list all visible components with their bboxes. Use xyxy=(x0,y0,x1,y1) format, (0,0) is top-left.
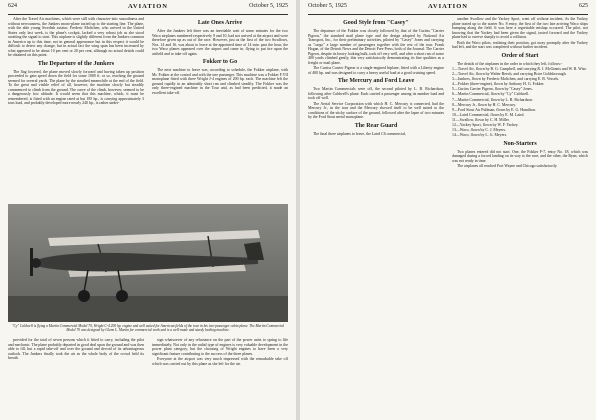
section-heading-non-starters: Non-Starters xyxy=(503,140,537,147)
order-of-start-list xyxy=(452,67,588,138)
section-heading-late-ones: Late Ones Arrive xyxy=(197,20,243,26)
list-item: 9—Ford Stout Air Pullman, flown by E. G. Hamilton. xyxy=(452,107,536,112)
right-column-2 xyxy=(452,17,588,416)
list-item: 12—Yackey Sport, flown by W. F. Yackey. xyxy=(452,123,519,128)
left-bottom-column-2 xyxy=(152,338,288,416)
right-page-number: 625 xyxy=(579,3,588,9)
section-heading-casey: Good Style from "Casey" xyxy=(343,20,409,26)
paragraph: sign whatsoever of any reluctance on the part of the power units to spring to life immediately. Not only in the radial type of engines is very valuable development in the power plant category, but the choosing of Wright engines to have been a very significant feature contributing to the success of the three planes. xyxy=(152,338,288,356)
list-item: 6—Martin Commercial, flown by "Cy" Caldwell. xyxy=(452,92,530,97)
left-bottom-column-1 xyxy=(8,338,144,416)
right-date: October 5, 1925 xyxy=(308,3,347,9)
photo-caption: "Cy" Caldwell is flying a Martin Commercial Model 70, Wright C-4 200 hp. engine and well suited for American fields of the tour in his two-passenger cabin plane. The Martin Commercial Model 70 was designed by Glenn L. Martin for commercial work and is a well-made and sturdy looking machine. xyxy=(11,324,285,333)
left-column-1 xyxy=(8,17,144,202)
left-running-title: AVIATION xyxy=(128,3,168,10)
right-page xyxy=(300,0,596,420)
order-intro: The details of the airplanes in the order in which they left, follows:- xyxy=(457,61,563,66)
paragraph: another Swallow and the Yackey Sport, went off without incident. As the Yackey plane taxied up to the starter No. 8 entry, the first of the two late arriving Waco ships bumping along the field. It was here a regrettable mishap occurred. The pilot, not knowing that the Yackey had been given the signal, taxied forward and the Yackey plane had to swerve sharply to avoid a collision. xyxy=(452,17,588,39)
left-date: October 5, 1925 xyxy=(249,3,288,9)
list-item: 4—Fokker (three-engine), flown by Anthony H. G. Fokker. xyxy=(452,82,545,87)
right-column-1 xyxy=(308,17,444,416)
paragraph: After the Travel Air machines, which were still with character-istic smoothness and without nervousness, the Junkers mono-plane taxied up to the starting line. The plane, with the able young Swedish aviator, Frederic Moltchen, who arrived in the United States only last week, is the plane's cockpit, lacked a very robust job as she stood awaiting the signal to start. This airplane is slightly different from the Junkers common in America up to this time, not in general appearance but in this respect it would be difficult to detect any change, but in actual fact the wing span has been increased by what appeared to be about 10 per cent or 20 per cent, although no actual details could be obtained on this point. xyxy=(8,17,144,57)
right-running-title: AVIATION xyxy=(428,3,468,10)
paragraph: The final three airplanes to leave, the Laird C6 commercial, xyxy=(313,131,407,136)
section-heading-junkers: The Departure of the Junkers xyxy=(37,60,115,67)
paragraph: The Curtiss Carrier Pigeon is a single-engined biplane, fitted with a Liberty engine of 400 hp. and was designed to carry a heavy useful load at a good cruising speed. xyxy=(308,66,444,75)
list-item: 8—Mercury Jr., flown by H. C. Mercury. xyxy=(452,102,517,107)
paragraph: The next machine to leave was, according to schedule, the Fokker airplane, with Mr. Fokker at the control and with the one passenger. This machine was a Fokker F.VII monoplane fitted with three Wright J-4 engines of 200 hp. each. The machine left the ground rapidly in an admirably short run and climbed steadily. The Fokker was the only three-engined machine in the Tour and, as had been predicted, it made an excellent take-off. xyxy=(152,68,288,95)
paragraph: Two Martin Commercials were off, the second piloted by L. B. Richardson, following after Caldwell's plane. Each carried a passenger among its number load and took off well. xyxy=(308,87,444,100)
paragraph: Everyone at the airport was very much impressed with the remarkable take off which was carried out by this plane as she left for the air. xyxy=(152,357,288,366)
section-heading-order-of-start: Order of Start xyxy=(501,52,539,59)
section-heading-rear-guard: The Rear Guard xyxy=(354,122,398,129)
list-item: 14—Waco, flown by L. G. Meyers. xyxy=(452,133,508,138)
airplane-photo xyxy=(8,204,288,322)
paragraph: The flag lowered, the plane moved slowly forward and having taken up position proceeded to gain speed down the field for some 1000 ft. or so, reaching the ground seemed for several yards. The plane by the steadied meanwhile at the end of the field. To the great and visible relief of all, however, the machine slowly but steadily commenced to climb from the ground. The curve of the climb, however, seemed to be a dangerously low altitude. It would seem that this machine, which, it must be remembered, is fitted with an engine rated at but 185 hp., is carrying approximately 3 tons load, and probably developed more nearly 240 hp., is rather under- xyxy=(8,69,144,105)
list-item: 13—Waco, flown by C. J. Meyers. xyxy=(452,128,507,133)
paragraph: The Aerial Service Corporation with which H. C. Mercury is connected, had the Mercury Jr., in the tour and the Mercury showed itself to be well suited to the conditions of the sticky surface of the ground, followed after the lapse of two minutes by the Ford Stout metal monoplane. xyxy=(308,101,444,119)
paragraph: provided for the total of seven persons which it fitted to carry, including the pilot and mechanic. The plane probably departed in good deal upon the ground and was then able to fill, but a rapid take-off and over the ground and devoid of its advantageous outlook. The Junkers finally took the air as the whole body of the crowd held its breath. xyxy=(8,338,144,360)
list-item: 11—Swallow, flown by C. H. Miller. xyxy=(452,117,510,122)
left-page-number: 624 xyxy=(8,3,17,9)
paragraph: The airplanes all reached Fort Wayne and Chicago satisfactorily. xyxy=(457,164,558,169)
left-running-header xyxy=(8,3,288,13)
list-item: 3—Junkers, flown by Frederic Moltchen, and carrying E. B. Vessels. xyxy=(452,77,560,82)
paragraph: The departure of the Fokker was closely followed by that of the Curtiss "Carrier Pigeon," the standard mail plane type and the design adopted by National Air Transport, Inc., for their preliminary activities, piloted by "Casey" Jones and carrying as "cargo" a large number of passengers together with the rest of the tour. Frank Hogan, of the Detroit News and the Detroit Free Press, both of the Journal. The Carrier Pigeon, despite its heavy looking bulk, took off very well, and after a short run of some 400 yards climbed gently, this very satisfactorily demonstrating its fine qualities as a freight or mail plane. xyxy=(308,29,444,65)
left-page xyxy=(0,0,296,420)
section-heading-mercury-ford: The Mercury and Ford Leave xyxy=(337,78,415,84)
list-item: 7—Martin Commercial, flown by L. B. Richardson. xyxy=(452,97,534,102)
right-running-header xyxy=(308,3,588,13)
paragraph: Both the Waco pilots, realizing their position, got away promptly after the Yackey had left, and the start was completed without further incident. xyxy=(452,40,588,49)
paragraph: Two planes entered did not start. One, the Fokker F-7, entry No. 18, which was damaged during a forced landing on its way to the race, and the other, the Ryan, which was not ready in time. xyxy=(452,149,588,163)
left-column-2 xyxy=(152,17,288,202)
left-header-rule xyxy=(8,14,288,15)
list-item: 1—Travel Air, flown by B. G. Campbell, and carrying R. J. McGinnis and W. R. Wise. xyxy=(452,67,587,71)
list-item: 10—Laird Commercial, flown by E. M. Laird. xyxy=(452,112,525,117)
biplane-illustration xyxy=(8,204,288,322)
right-header-rule xyxy=(308,14,588,15)
list-item: 2—Travel Air, flown by Walter Beech, and carrying Brice Goldsborough. xyxy=(452,72,567,77)
section-heading-fokker: Fokker to Go xyxy=(202,59,238,65)
paragraph: After the Junkers left there was an inevitable wait of some minutes for the two Waco airplanes numbered respectively 9 and 10, had not arrived at the airport and were therefore given up as out of the race. However, just as the first of the two Swallows, Nos. 14 and 16, was about to leave at the appointed time of 14 min. past the hour, the two Waco planes appeared over the airport and came in, flying to put tire upon the airfield and to take-off again. xyxy=(152,29,288,56)
list-item: 5—Curtiss Carrier Pigeon, flown by "Casey" Jones. xyxy=(452,87,533,92)
